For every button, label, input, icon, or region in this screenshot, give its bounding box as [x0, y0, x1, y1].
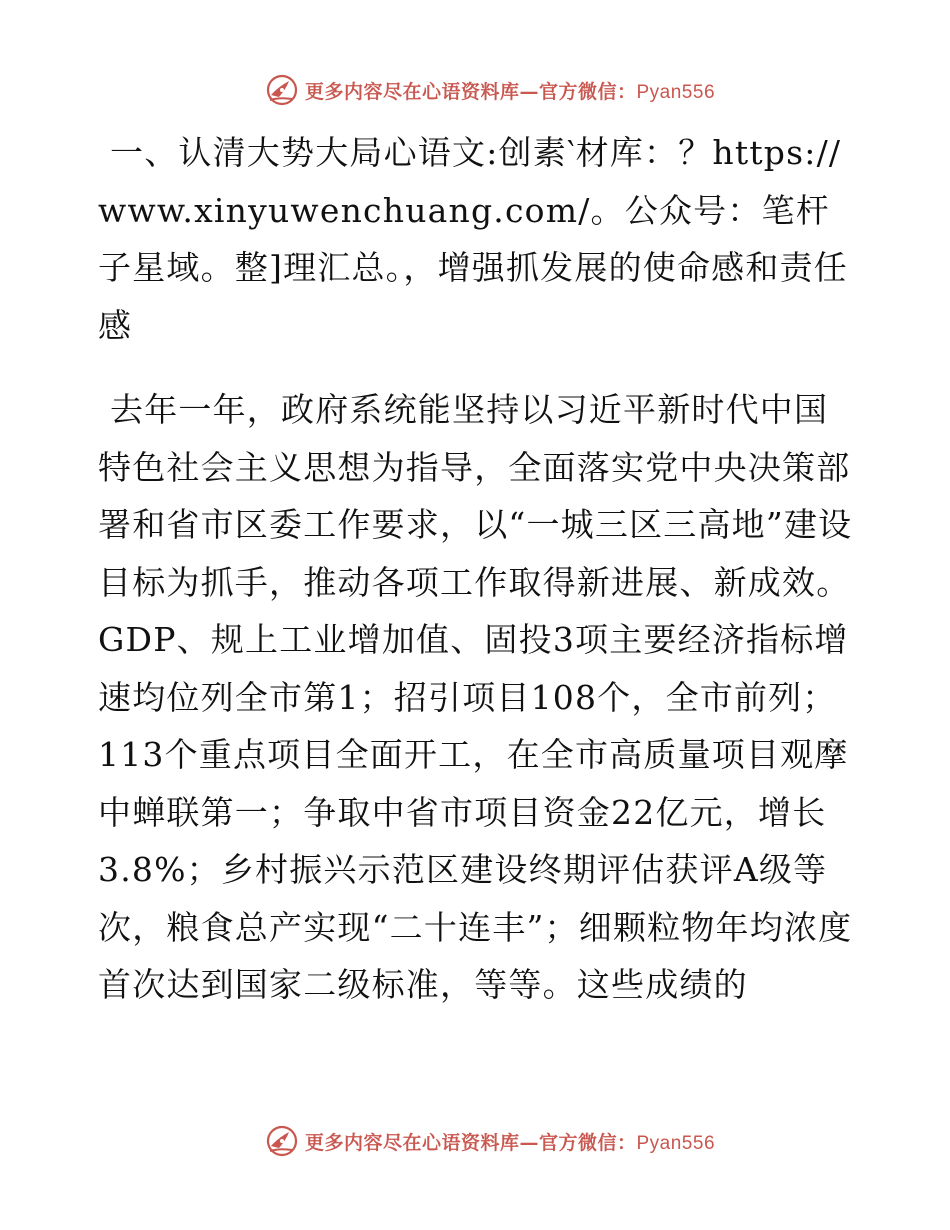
header-banner-inner: [265, 73, 715, 107]
pen-nib-logo-icon: [265, 73, 299, 107]
document-body: [98, 124, 858, 1014]
header-banner: [0, 72, 950, 108]
footer-banner-inner: [265, 1124, 715, 1158]
pen-nib-logo-icon: [265, 1124, 299, 1158]
header-banner-handle: Pyan556: [636, 81, 716, 103]
footer-banner-handle: Pyan556: [636, 1132, 716, 1154]
heading-paragraph: 一、认清大势大局心语文:创素‵材库：？https://www.xinyuwenchuang.com/。公众号：笔杆子星域。整]理汇总。，增强抓发展的使命感和责任感: [98, 133, 848, 345]
header-banner-text: [305, 77, 715, 104]
footer-banner-label: 更多内容尽在心语资料库—官方微信：: [304, 1131, 637, 1154]
footer-banner-text: [305, 1128, 715, 1155]
header-banner-label: 更多内容尽在心语资料库—官方微信：: [304, 80, 637, 103]
body-paragraph: 去年一年，政府系统能坚持以习近平新时代中国特色社会主义思想为指导，全面落实党中央决策部署和省市区委工作要求，以“一城三区三高地”建设目标为抓手，推动各项工作取得新进展、新成效。GDP、规上工业增加值、固投3项主要经济指标增速均位列全市第1；招引项目108个，全市前列；113个重点项目全面开工，在全市高质量项目观摩中蝉联第一；争取中省市项目资金22亿元，增长3.8%；乡村振兴示范区建设终期评估获评A级等次，粮食总产实现“二十连丰”；细颗粒物年均浓度首次达到国家二级标准，等等。这些成绩的: [98, 390, 853, 1004]
footer-banner: [0, 1123, 950, 1159]
